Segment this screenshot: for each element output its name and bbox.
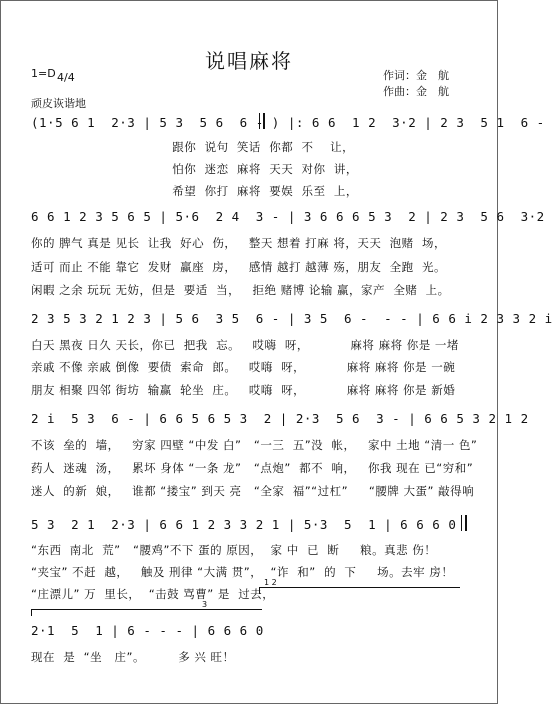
lyric-row-3-verse-1: 白天 黑夜 日久 天长，你已 把我 忘。 哎嗨 呀， 麻将 麻将 你是 一堵 [31,338,459,352]
first-ending-label: 1 2 [264,578,277,587]
notation-row-1: (1·5 6 1 2·3 | 5 3 5 6 6 - ) |: 6 6 1 2 3·2 | 2 3 5 1 6 - [31,115,545,130]
repeat-start [259,113,265,129]
notation-row-3: 2 3 5 3 2 1 2 3 | 5 6 3 5 6 - | 3 5 6 - - - | 6 6 i 2 3 3 2 i [31,311,553,326]
lyric-row-3-verse-2: 亲戚 不像 亲戚 倒像 要债 索命 郎。 哎嗨 呀， 麻将 麻将 你是 一碗 [31,360,456,374]
lyric-row-4-verse-2: 药人 迷魂 汤， 累坏 身体 “一条 龙” “点炮” 都不 响， 你我 现在 已“穷和” [31,461,474,475]
lyric-row-5-verse-1: “东西 南北 荒” “腰鸡”不下 蛋的 原因， 家 中 已 断 粮。真悲 伤！ [31,543,437,557]
lyric-row-4-verse-3: 迷人 的新 娘， 谁都 “搂宝” 到天 亮 “全家 福”“过杠” “腰牌 大蛋” 敲得响 [31,484,475,498]
lyric-row-2-verse-2: 适可 而止 不能 靠它 发财 赢座 房， 感情 越打 越薄 殇，朋友 全跑 光。 [31,260,446,274]
notation-row-2: 6 6 1 2 3 5 6 5 | 5·6 2 4 3 - | 3 6 6 6 5 3 2 | 2 3 5 6 3·2 [31,209,545,224]
lyric-row-2-verse-1: 你的 脾气 真是 见长 让我 好心 伤， 整天 想着 打麻 将，天天 泡赌 场， [31,236,446,250]
time-signature: 4/4 [57,71,75,84]
final-ending-label: 3 [202,600,208,609]
composer-credit: 作曲：金 航 [383,85,449,98]
expression-marking: 顽皮诙谐地 [31,97,86,110]
song-title: 说唱麻将 [205,49,293,73]
lyric-row-1-verse-1: 跟你 说句 笑话 你都 不 让， [31,140,355,154]
first-ending-bracket [259,578,460,594]
lyric-row-2-verse-3: 闲暇 之余 玩玩 无妨，但是 要适 当， 拒绝 赌博 论输 赢，家产 全赌 上。 [31,283,450,297]
final-ending-bracket [31,600,262,616]
notation-row-4: 2 i 5 3 6 - | 6 6 5 6 5 3 2 | 2·3 5 6 3 - | 6 6 5 3 2 1 2 [31,411,529,426]
lyric-row-6-verse-1: 现在 是 “坐 庄”。 多 兴 旺！ [31,650,235,664]
repeat-end [461,515,467,531]
notation-row-6: 2·1 5 1 | 6 - - - | 6 6 6 0 [31,623,264,638]
lyric-row-3-verse-3: 朋友 相聚 四邻 街坊 输赢 轮坐 庄。 哎嗨 呀， 麻将 麻将 你是 新婚 [31,383,456,397]
lyricist-credit: 作词：金 航 [383,69,449,82]
key-signature: 1=D [31,67,56,80]
lyric-row-5-verse-2: “夹宝” 不赶 越， 触及 刑律 “大满 贯”， “诈 和” 的 下 场。去牢 房！ [31,565,454,579]
lyric-row-5-verse-3: “庄漂儿” 万 里长， “击鼓 骂曹” 是 过去， [31,587,275,601]
lyric-row-1-verse-2: 怕你 迷恋 麻将 天天 对你 讲， [31,162,358,176]
lyric-row-1-verse-3: 希望 你打 麻将 要娱 乐至 上， [31,184,358,198]
notation-row-5: 5 3 2 1 2·3 | 6 6 1 2 3 3 2 1 | 5·3 5 1 | 6 6 6 0 [31,517,457,532]
lyric-row-4-verse-1: 不该 垒的 墙， 穷家 四壁 “中发 白” “一三 五”没 帐， 家中 土地 “清一 色” [31,438,478,452]
